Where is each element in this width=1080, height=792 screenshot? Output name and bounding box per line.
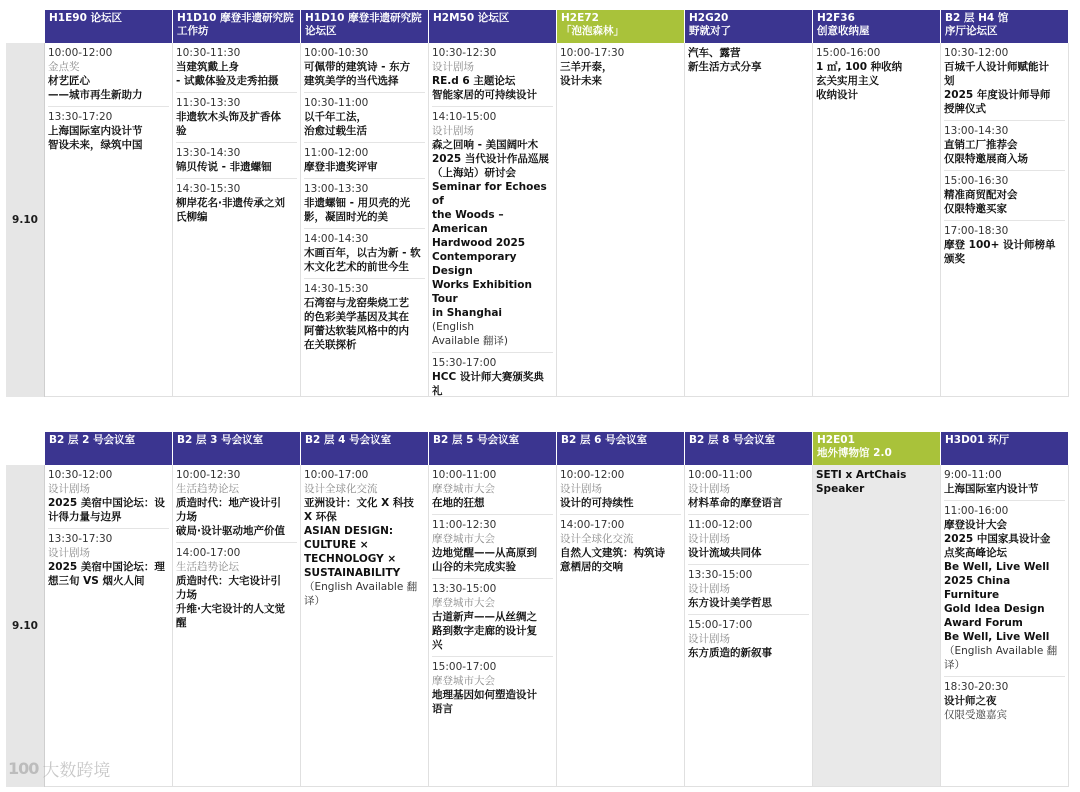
event-item xyxy=(48,465,169,529)
event-time: 13:00-13:30 xyxy=(304,183,369,195)
event-note: (English Available 翻译) xyxy=(432,321,508,347)
event-item xyxy=(304,465,425,612)
venue-column xyxy=(301,465,429,787)
event-time: 10:30-11:30 xyxy=(176,47,241,59)
event-title: 材料革命的摩登语言 xyxy=(688,497,783,509)
event-time: 11:00-12:00 xyxy=(304,147,369,159)
event-item xyxy=(48,529,169,592)
venue-column xyxy=(45,43,173,397)
venue-name-line: B2 层 5 号会议室 xyxy=(433,434,520,446)
event-category: 设计全球化交流 xyxy=(304,483,378,495)
event-item xyxy=(432,515,553,579)
event-item xyxy=(816,43,937,106)
event-time: 10:00-12:30 xyxy=(176,469,241,481)
event-item xyxy=(688,43,809,78)
event-time: 17:00-18:30 xyxy=(944,225,1009,237)
venue-header xyxy=(45,432,173,465)
venue-name-line: H3D01 环厅 xyxy=(945,434,1010,446)
event-time: 10:30-11:00 xyxy=(304,97,369,109)
event-time: 13:30-14:30 xyxy=(176,147,241,159)
venue-header xyxy=(685,10,813,43)
venue-column xyxy=(813,465,941,787)
event-time: 14:00-17:00 xyxy=(176,547,241,559)
event-title: HCC 设计师大赛颁奖典 礼 xyxy=(432,371,544,397)
venue-name-line: H2G20 xyxy=(689,12,729,24)
event-time: 10:00-11:00 xyxy=(432,469,497,481)
venue-header xyxy=(301,432,429,465)
event-item xyxy=(432,107,553,353)
event-time: 15:00-16:00 xyxy=(816,47,881,59)
venue-header xyxy=(813,10,941,43)
event-title: 三羊开泰， 设计未来 xyxy=(560,61,613,87)
event-time: 9:00-11:00 xyxy=(944,469,1002,481)
venue-name-line: 序厅论坛区 xyxy=(945,25,998,37)
event-title: 上海国际室内设计节 智设未来，绿筑中国 xyxy=(48,125,143,151)
event-title: 摩登 100+ 设计师榜单 颁奖 xyxy=(944,239,1056,265)
event-note: 仅限受邀嘉宾 xyxy=(944,709,1007,721)
event-time: 15:30-17:00 xyxy=(432,357,497,369)
event-time: 11:00-16:00 xyxy=(944,505,1009,517)
event-title: 以千年工法， 治愈过载生活 xyxy=(304,111,367,137)
event-title: 2025 美宿中国论坛：设 计得力量与边界 xyxy=(48,497,165,523)
venue-column xyxy=(941,43,1069,397)
venue-header xyxy=(557,432,685,465)
event-item xyxy=(176,43,297,93)
event-title: 汽车、露营 新生活方式分享 xyxy=(688,47,762,73)
event-title: 柳岸花名·非遗传承之刘 氏柳编 xyxy=(176,197,285,223)
event-item xyxy=(944,43,1065,121)
event-title: 东方质造的新叙事 xyxy=(688,647,772,659)
event-title: 在地的狂想 xyxy=(432,497,485,509)
event-category: 生活趋势论坛 xyxy=(176,483,239,495)
venue-name-line: H2E72 xyxy=(561,12,599,24)
event-title: 设计的可持续性 xyxy=(560,497,634,509)
venue-header xyxy=(813,432,941,465)
event-title: 石湾窑与龙窑柴烧工艺 的色彩美学基因及其在 阿蕾达软装风格中的内 在关联探析 xyxy=(304,297,409,351)
event-title: 2025 美宿中国论坛：理 想三旬 VS 烟火人间 xyxy=(48,561,165,587)
event-category: 设计剧场 xyxy=(48,483,90,495)
event-item xyxy=(688,465,809,515)
venue-column xyxy=(301,43,429,397)
venue-header xyxy=(429,432,557,465)
event-category: 设计剧场 xyxy=(688,533,730,545)
date-label: 9.10 xyxy=(6,465,45,787)
venue-header xyxy=(301,10,429,43)
venue-header xyxy=(685,432,813,465)
event-item xyxy=(432,657,553,720)
event-title: 1 ㎡, 100 种收纳 玄关实用主义 收纳设计 xyxy=(816,61,903,101)
venue-column xyxy=(173,43,301,397)
event-title: 材艺匠心 ——城市再生新助力 xyxy=(48,75,143,101)
venue-name-line: B2 层 4 号会议室 xyxy=(305,434,392,446)
event-title: 设计师之夜 xyxy=(944,695,997,707)
event-time: 10:00-12:00 xyxy=(560,469,625,481)
event-time: 11:30-13:30 xyxy=(176,97,241,109)
event-time: 14:30-15:30 xyxy=(304,283,369,295)
event-category: 金点奖 xyxy=(48,61,80,73)
event-item xyxy=(176,465,297,543)
corner-cell xyxy=(6,432,45,465)
event-category: 摩登城市大会 xyxy=(432,483,495,495)
event-title: 亚洲设计：文化 X 科技 X 环保 ASIAN DESIGN: CULTURE × TECHNOLOGY × SUSTAINABILITY xyxy=(304,497,414,579)
event-item xyxy=(688,615,809,664)
event-category: 设计剧场 xyxy=(48,547,90,559)
venue-name-line: 地外博物馆 2.0 xyxy=(817,447,892,459)
event-title: 当建筑戴上身 - 试戴体验及走秀拍摄 xyxy=(176,61,279,87)
venue-name-line: H1D10 摩登非遗研究院 xyxy=(177,12,294,24)
venue-header xyxy=(941,432,1069,465)
event-item xyxy=(560,465,681,515)
watermark-text: 大数跨境 xyxy=(42,761,111,781)
event-time: 10:00-10:30 xyxy=(304,47,369,59)
event-category: 设计剧场 xyxy=(688,583,730,595)
event-note: （English Available 翻 译） xyxy=(304,581,418,607)
venue-column xyxy=(813,43,941,397)
event-item xyxy=(560,43,681,92)
event-item xyxy=(304,143,425,179)
event-item xyxy=(944,465,1065,501)
event-time: 10:00-17:30 xyxy=(560,47,625,59)
venue-column xyxy=(685,43,813,397)
event-item xyxy=(304,279,425,356)
event-item xyxy=(304,43,425,93)
event-item xyxy=(816,465,937,500)
event-item xyxy=(944,677,1065,726)
event-time: 11:00-12:00 xyxy=(688,519,753,531)
event-item xyxy=(944,501,1065,677)
corner-cell xyxy=(6,10,45,43)
venue-column xyxy=(429,465,557,787)
event-time: 14:30-15:30 xyxy=(176,183,241,195)
event-title: 摩登非遗奖评审 xyxy=(304,161,378,173)
event-title: RE.d 6 主题论坛 智能家居的可持续设计 xyxy=(432,75,537,101)
venue-column xyxy=(557,465,685,787)
event-item xyxy=(304,93,425,143)
event-time: 13:30-17:30 xyxy=(48,533,113,545)
event-title: 设计流域共同体 xyxy=(688,547,762,559)
venue-header xyxy=(173,432,301,465)
event-title: 摩登设计大会 2025 中国家具设计金 点奖高峰论坛 Be Well, Live Well 2025 China Furniture Gold Idea Design Award Forum Be Well, Live Well xyxy=(944,519,1051,643)
venue-header xyxy=(45,10,173,43)
venue-name-line: H2M50 论坛区 xyxy=(433,12,510,24)
event-category: 摩登城市大会 xyxy=(432,597,495,609)
event-item xyxy=(432,465,553,515)
event-category: 设计剧场 xyxy=(432,61,474,73)
watermark-logo-icon: 100 xyxy=(8,759,39,778)
event-item xyxy=(432,43,553,107)
event-time: 15:00-16:30 xyxy=(944,175,1009,187)
date-label: 9.10 xyxy=(6,43,45,397)
event-time: 11:00-12:30 xyxy=(432,519,497,531)
venue-header xyxy=(173,10,301,43)
event-title: 地理基因如何塑造设计 语言 xyxy=(432,689,537,715)
event-title: 非遗软木头饰及扩香体 验 xyxy=(176,111,281,137)
event-time: 14:10-15:00 xyxy=(432,111,497,123)
event-time: 13:00-14:30 xyxy=(944,125,1009,137)
venue-name-line: H2E01 xyxy=(817,434,855,446)
venue-column xyxy=(429,43,557,397)
event-item xyxy=(944,121,1065,171)
event-category: 摩登城市大会 xyxy=(432,533,495,545)
event-title: 质造时代：地产设计引 力场 破局·设计驱动地产价值 xyxy=(176,497,285,537)
event-title: 可佩带的建筑诗 - 东方 建筑美学的当代选择 xyxy=(304,61,411,87)
event-item xyxy=(944,221,1065,270)
event-time: 10:30-12:00 xyxy=(48,469,113,481)
event-time: 14:00-14:30 xyxy=(304,233,369,245)
venue-header xyxy=(429,10,557,43)
venue-name-line: 工作坊 xyxy=(177,25,209,37)
event-item xyxy=(432,353,553,397)
event-category: 生活趋势论坛 xyxy=(176,561,239,573)
event-item xyxy=(688,515,809,565)
event-title: 东方设计美学哲思 xyxy=(688,597,772,609)
event-item xyxy=(176,179,297,228)
event-category: 设计剧场 xyxy=(432,125,474,137)
event-item xyxy=(688,565,809,615)
venue-name-line: 论坛区 xyxy=(305,25,337,37)
venue-name-line: H1E90 论坛区 xyxy=(49,12,123,24)
event-title: 非遗螺钿 - 用贝壳的光 影，凝固时光的美 xyxy=(304,197,411,223)
event-title: 质造时代：大宅设计引 力场 升维·大宅设计的人文觉 醒 xyxy=(176,575,285,629)
event-title: 森之回响 - 美国阔叶木 2025 当代设计作品巡展 （上海站）研讨会 Seminar for Echoes of the Woods – American Hardwood 2025 Contemporary Design Works Exhibition Tour in Shanghai xyxy=(432,139,549,319)
event-title: 上海国际室内设计节 xyxy=(944,483,1039,495)
event-time: 10:00-17:00 xyxy=(304,469,369,481)
event-title: 木画百年，以古为新 - 软 木文化艺术的前世今生 xyxy=(304,247,421,273)
event-time: 14:00-17:00 xyxy=(560,519,625,531)
event-title: 百城千人设计师赋能计 划 2025 年度设计师导师 授牌仪式 xyxy=(944,61,1051,115)
event-category: 设计剧场 xyxy=(560,483,602,495)
event-title: 古道新声——从丝绸之 路到数字走廊的设计复 兴 xyxy=(432,611,537,651)
event-time: 13:30-17:20 xyxy=(48,111,113,123)
event-item xyxy=(176,93,297,143)
event-time: 10:00-12:00 xyxy=(48,47,113,59)
venue-name-line: B2 层 3 号会议室 xyxy=(177,434,264,446)
event-title: 精准商贸配对会 仅限特邀买家 xyxy=(944,189,1018,215)
schedule-table-top xyxy=(6,10,1070,397)
venue-name-line: B2 层 6 号会议室 xyxy=(561,434,648,446)
watermark xyxy=(8,756,110,781)
venue-name-line: H1D10 摩登非遗研究院 xyxy=(305,12,422,24)
event-title: 直销工厂推荐会 仅限特邀展商入场 xyxy=(944,139,1028,165)
venue-column xyxy=(173,465,301,787)
event-item xyxy=(944,171,1065,221)
venue-column xyxy=(941,465,1069,787)
event-item xyxy=(176,543,297,634)
venue-header xyxy=(941,10,1069,43)
event-time: 15:00-17:00 xyxy=(688,619,753,631)
event-time: 10:30-12:00 xyxy=(944,47,1009,59)
event-item xyxy=(176,143,297,179)
event-time: 13:30-15:00 xyxy=(688,569,753,581)
venue-name-line: H2F36 xyxy=(817,12,855,24)
schedule-table-bottom xyxy=(6,432,1070,787)
venue-name-line: B2 层 2 号会议室 xyxy=(49,434,136,446)
event-title: 锦贝传说 - 非遗螺钿 xyxy=(176,161,272,173)
event-item xyxy=(560,515,681,578)
event-time: 18:30-20:30 xyxy=(944,681,1009,693)
event-time: 10:00-11:00 xyxy=(688,469,753,481)
venue-name-line: 「泡泡森林」 xyxy=(561,25,624,37)
event-time: 13:30-15:00 xyxy=(432,583,497,595)
event-category: 设计剧场 xyxy=(688,633,730,645)
venue-name-line: 创意收纳屋 xyxy=(817,25,870,37)
event-note: （English Available 翻 译） xyxy=(944,645,1058,671)
event-category: 设计剧场 xyxy=(688,483,730,495)
event-item xyxy=(304,229,425,279)
event-time: 10:30-12:30 xyxy=(432,47,497,59)
venue-name-line: 野就对了 xyxy=(689,25,731,37)
venue-column xyxy=(685,465,813,787)
event-title: 自然人文建筑：构筑诗 意栖居的交响 xyxy=(560,547,665,573)
event-category: 摩登城市大会 xyxy=(432,675,495,687)
event-item xyxy=(432,579,553,657)
event-time: 15:00-17:00 xyxy=(432,661,497,673)
event-category: 设计全球化交流 xyxy=(560,533,634,545)
venue-header xyxy=(557,10,685,43)
event-item xyxy=(304,179,425,229)
venue-name-line: B2 层 8 号会议室 xyxy=(689,434,776,446)
venue-name-line: B2 层 H4 馆 xyxy=(945,12,1009,24)
event-title: 边地觉醒——从高原到 山谷的未完成实验 xyxy=(432,547,537,573)
event-item xyxy=(48,107,169,156)
venue-column xyxy=(45,465,173,787)
event-item xyxy=(48,43,169,107)
venue-column xyxy=(557,43,685,397)
event-title: SETI x ArtChais Speaker xyxy=(816,469,907,495)
